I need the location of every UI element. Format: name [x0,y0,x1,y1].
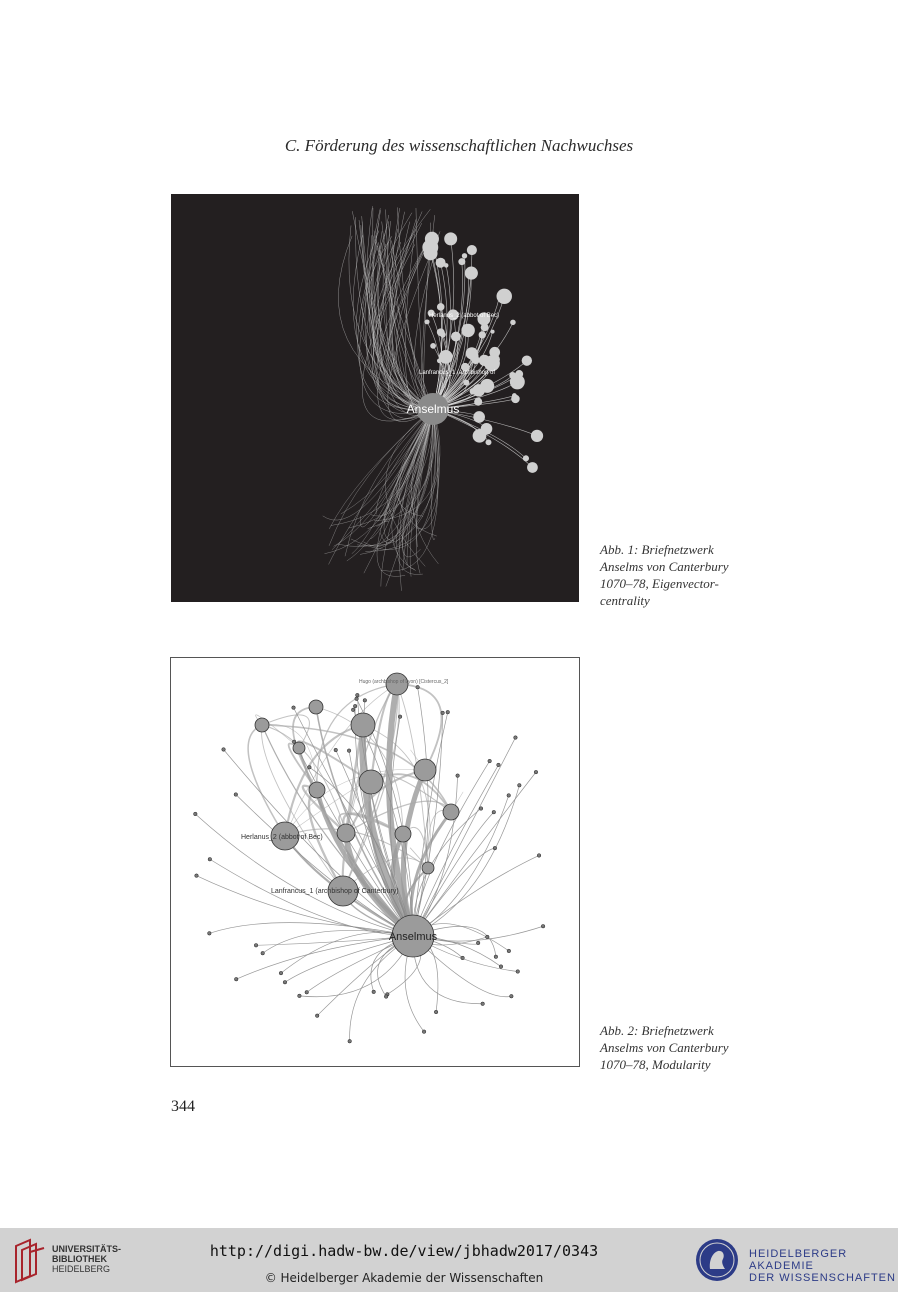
network-node [512,393,517,398]
network-node [510,320,515,325]
network-node [507,794,511,798]
network-node [461,956,465,960]
network-node [481,423,493,435]
network-node [497,763,501,767]
figure-2-caption-line: Anselms von Canterbury [600,1040,729,1055]
network-node [531,430,543,442]
network-node [480,379,494,393]
network-node [476,941,480,945]
network-node [441,711,445,715]
node-label: Hugo (archbishop of Lyon) [Cistercus_2] [359,679,449,685]
network-node [474,398,482,406]
network-node [222,748,226,752]
network-node [348,1039,352,1043]
node-label: Herlanus_2 (abbot of Bec) [429,313,500,319]
network-node [292,706,296,710]
network-node [491,330,495,334]
network-node [416,685,420,689]
network-edge [413,761,490,936]
network-node [537,854,541,858]
network-node [443,804,459,820]
network-node [422,1030,426,1034]
network-node [481,325,487,331]
network-edge [414,242,438,409]
network-node [479,807,483,811]
network-node [479,331,486,338]
network-node [315,1014,319,1018]
academy-name-line: HEIDELBERGER AKADEMIE [749,1248,848,1272]
network-node [463,380,469,386]
network-node [359,770,383,794]
network-node [195,874,199,878]
network-node [492,810,496,814]
network-node [234,977,238,981]
network-node [334,748,338,752]
network-node [444,232,457,245]
network-node [384,995,388,999]
network-node [534,770,538,774]
figure-2-caption [600,1022,750,1073]
figure-1-graph [171,194,579,602]
network-node [451,332,461,342]
network-node [436,258,446,268]
copyright-notice: © Heidelberger Akademie der Wissenschaften [264,1271,544,1285]
figure-1-caption-line: 1070–78, Eigenvector- [600,576,719,591]
figure-1-caption-line: Anselms von Canterbury [600,559,729,574]
network-node [305,990,309,994]
network-edge [248,725,285,836]
network-node [351,713,375,737]
network-node [518,784,522,788]
network-edge [345,409,433,556]
network-node [485,439,491,445]
running-head: C. Förderung des wissenschaftlichen Nachwuchses [284,136,634,155]
network-node [430,343,436,349]
network-node [510,994,514,998]
network-node [261,951,265,955]
network-node [462,253,467,258]
figure-1-caption-line: Abb. 1: Briefnetzwerk [600,542,714,557]
network-node [355,697,359,701]
network-node [309,782,325,798]
document-url-link[interactable]: http://digi.hadw-bw.de/view/jbhadw2017/0343 [209,1242,599,1260]
network-edge [413,776,458,936]
network-node [353,704,357,708]
network-node [527,462,538,473]
node-label: Herlanus_2 (abbot of Bec) [241,834,323,841]
network-node [298,994,302,998]
central-node-label: Anselmus [406,402,460,416]
network-node [486,935,490,939]
network-node [395,826,411,842]
library-name-line: BIBLIOTHEK [52,1254,107,1264]
page-number: 344 [171,1098,195,1115]
network-node [372,990,376,994]
network-node [422,862,434,874]
network-node [434,1010,438,1014]
network-node [309,700,323,714]
footer-bar [0,1228,898,1292]
network-node [440,354,450,364]
network-node [493,846,497,850]
network-node [254,944,258,948]
figure-1-network-eigenvector [171,194,579,602]
network-node [469,351,479,361]
network-node [337,824,355,842]
network-node [437,358,442,363]
network-node [456,774,460,778]
network-node [467,245,477,255]
network-node [356,693,360,697]
figure-2-caption-line: 1070–78, Modularity [600,1057,711,1072]
network-node [446,710,450,714]
network-node [414,759,436,781]
network-node [507,949,511,953]
library-name-line: HEIDELBERG [52,1264,111,1274]
network-node [293,742,305,754]
network-node [488,759,492,763]
figure-2-graph [171,658,579,1066]
network-node [523,455,529,461]
network-node [522,355,532,365]
network-node [491,355,500,364]
network-node [398,715,402,719]
network-node [363,699,367,703]
academy-name [749,1248,898,1284]
network-node [308,765,312,769]
academy-seal-logo-icon [694,1237,740,1283]
network-node [234,793,238,797]
network-node [208,932,212,936]
network-node [255,718,269,732]
network-node [499,965,503,969]
library-name-line: UNIVERSITÄTS- [52,1244,122,1254]
network-edge [338,236,433,409]
network-node [466,271,471,276]
network-edge [391,241,433,409]
network-node [425,319,430,324]
figure-1-caption [600,541,750,609]
figure-2-caption-line: Abb. 2: Briefnetzwerk [600,1023,714,1038]
network-node [516,970,520,974]
network-node [510,374,525,389]
figure-1-caption-line: centrality [600,593,650,608]
node-label: Lanfrancus_1 (archbishop of [419,370,496,376]
central-node-label: Anselmus [388,931,438,943]
network-node [514,736,518,740]
network-node [425,232,439,246]
network-node [351,708,355,712]
network-node [437,303,445,311]
academy-name-line: DER WISSENSCHAFTEN [749,1272,896,1284]
network-node [497,289,512,304]
network-node [194,812,198,816]
network-node [473,411,485,423]
network-node [440,332,446,338]
network-node [541,924,545,928]
network-node [458,258,465,265]
network-node [481,1002,485,1006]
network-node [463,324,468,329]
network-node [347,749,351,753]
figure-2-network-modularity [170,657,580,1067]
node-label: Lanfrancus_1 (archbishop of Canterbury) [271,888,399,895]
network-node [208,857,212,861]
network-node [494,955,498,959]
network-node [279,971,283,975]
network-node [283,980,287,984]
